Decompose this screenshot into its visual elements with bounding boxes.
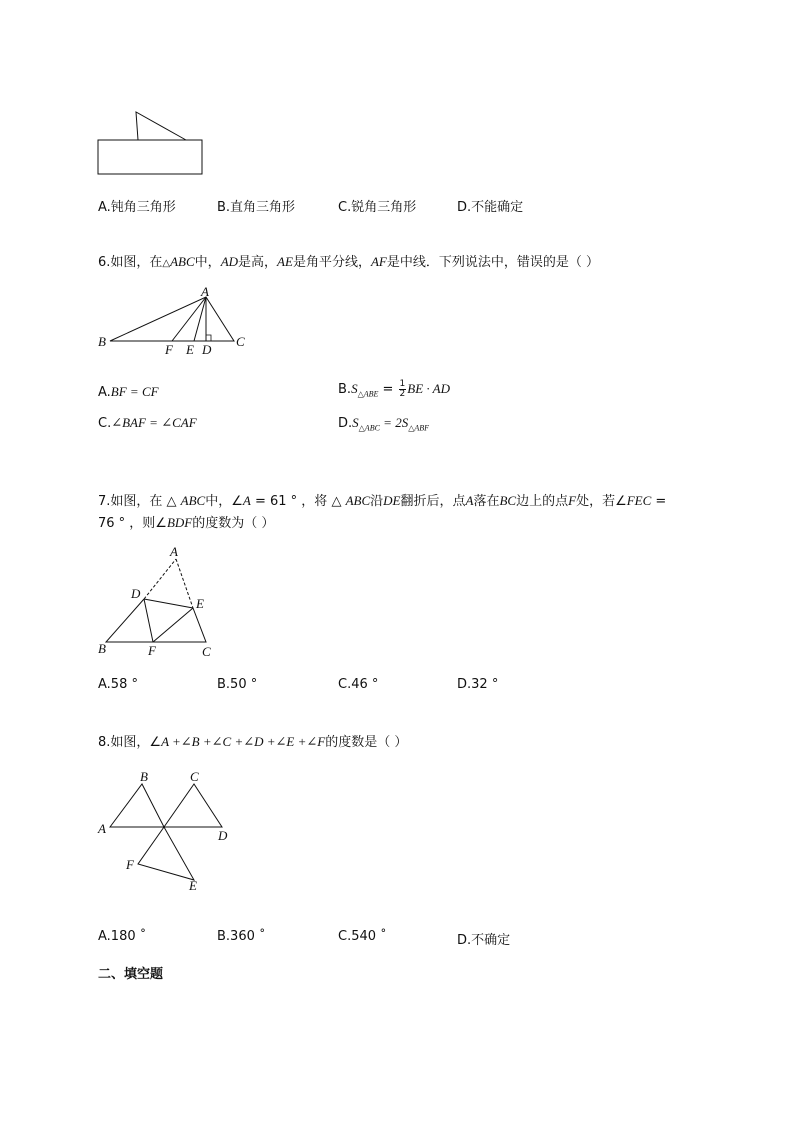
q7-dashed-ae (176, 559, 193, 608)
q8-option-b[interactable]: B.360 ˚ (217, 929, 266, 944)
q8-figure (96, 766, 236, 896)
q6-option-d[interactable]: $D.S_{\triangle ABC} = 2S_{\triangle ABF}$ (338, 415, 430, 433)
section-fill-in-blank-title: 二、填空题 (98, 967, 164, 982)
q5-option-c[interactable]: C.锐角三角形 (338, 200, 417, 215)
q6-right-angle-mark (206, 335, 211, 341)
q7-stem-line1: 7.如图，在 △ ABC中，∠A = 61 ° ，将 △ ABC沿DE翻折后，点A落在BC边上的点F处，若∠FEC = (98, 493, 667, 509)
q5-triangle (136, 112, 186, 140)
q5-option-a[interactable]: A.钝角三角形 (98, 200, 176, 215)
q6-figure (96, 284, 256, 359)
q8-label-f: F (126, 857, 134, 872)
q6-stem: 6.如图，在△ABC中，AD是高，AE是角平分线，AF是中线．下列说法中，错误的是（ ） (98, 254, 599, 270)
q8-label-b: B (140, 769, 148, 784)
q6-label-f: F (165, 342, 173, 357)
q7-option-d[interactable]: D.32 ° (457, 677, 499, 692)
q7-label-b: B (98, 641, 106, 656)
q6-label-b: B (98, 334, 106, 349)
q6-option-a[interactable]: A.BF = CF (98, 384, 159, 400)
q7-line-de (144, 599, 193, 608)
q8-triangle-ofe (138, 827, 194, 880)
q8-label-d: D (218, 828, 228, 843)
q8-label-a: A (98, 821, 106, 836)
q6-line-ae (194, 297, 206, 341)
q7-line-df (144, 599, 153, 642)
q7-label-e: E (196, 596, 204, 611)
q8-label-e: E (189, 878, 197, 893)
q7-option-b[interactable]: B.50 ° (217, 677, 258, 692)
q5-figure (96, 108, 206, 178)
q6-fraction-half: $\frac{1}{2}$ (399, 379, 406, 399)
q7-label-d: D (131, 586, 141, 601)
q6-triangle-abc (110, 297, 234, 341)
q6-label-c: C (236, 334, 245, 349)
q7-figure (96, 542, 226, 662)
q5-option-b[interactable]: B.直角三角形 (217, 200, 296, 215)
q8-option-a[interactable]: A.180 ˚ (98, 929, 147, 944)
q7-side-bd-ec (106, 599, 206, 642)
q5-option-d[interactable]: D.不能确定 (457, 200, 524, 215)
q8-triangle-abo (110, 784, 164, 827)
q5-rectangle (98, 140, 202, 174)
q7-option-a[interactable]: A.58 ° (98, 677, 138, 692)
q6-label-d: D (202, 342, 212, 357)
q6-label-e: E (186, 342, 194, 357)
q6-option-c[interactable]: C.∠BAF = ∠CAF (98, 415, 197, 431)
q8-option-c[interactable]: C.540 ˚ (338, 929, 387, 944)
q7-option-c[interactable]: C.46 ° (338, 677, 379, 692)
q7-stem-line2: 76 ° ，则∠BDF的度数为（ ） (98, 515, 275, 531)
q8-label-c: C (190, 769, 199, 784)
q8-stem: 8.如图，∠A +∠B +∠C +∠D +∠E +∠F的度数是（ ） (98, 734, 408, 750)
q6-option-b[interactable]: $B.S_{\triangle ABE}$ = $\frac{1}{2}$ BE · AD (338, 379, 451, 399)
q7-label-f: F (148, 643, 156, 658)
q6-label-a: A (201, 284, 209, 299)
q6-line-af (172, 297, 206, 341)
q7-dashed-ad (144, 559, 176, 599)
q7-line-fe (153, 608, 193, 642)
q8-option-d[interactable]: D.不确定 (457, 933, 511, 948)
q8-triangle-ocd (164, 784, 222, 827)
q7-label-c: C (202, 644, 211, 659)
q7-label-a: A (170, 544, 178, 559)
